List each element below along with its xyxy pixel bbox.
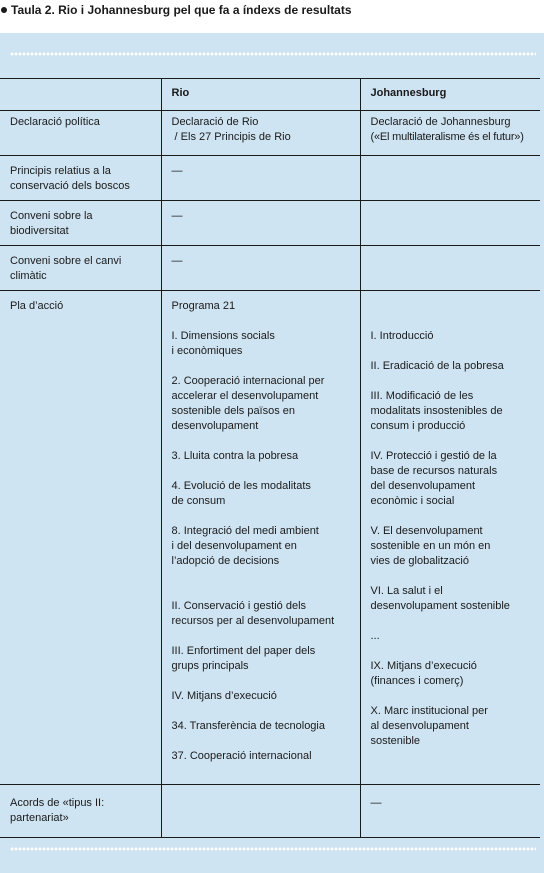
rio-cell (161, 201, 360, 246)
cell-line: climàtic (10, 270, 47, 282)
johannesburg-cell (360, 111, 540, 156)
list-item (371, 659, 541, 689)
bullet-icon (1, 7, 7, 13)
cell-line: IV. Protecció i gestió de la (370, 450, 497, 462)
cell-line: Declaració política (10, 116, 100, 128)
cell-line: IX. Mitjans d’execució (370, 660, 477, 672)
header-cell-rio: Rio (161, 79, 360, 111)
list-item (172, 299, 360, 314)
cell-line: desenvolupament (171, 420, 259, 432)
cell-line: partenariat» (10, 812, 69, 824)
cell-line: ... (370, 630, 380, 642)
list-item (371, 704, 541, 749)
header-cell-johannesburg: Johannesburg (360, 79, 540, 111)
list-item (172, 599, 360, 629)
cell-line: X. Marc institucional per (370, 705, 488, 717)
cell-line: I. Introducció (370, 330, 434, 342)
johannesburg-cell (360, 291, 540, 785)
table-row (0, 156, 540, 201)
cell-line: 8. Integració del medi ambient (171, 525, 319, 537)
cell-line: (finances i comerç) (370, 675, 464, 687)
cell-line: Programa 21 (171, 300, 236, 312)
cell-line: 2. Cooperació internacional per (171, 375, 325, 387)
cell-line: grups principals (171, 660, 249, 672)
cell-line: Declaració de Johannesburg (370, 116, 511, 128)
header-cell-empty (0, 79, 161, 111)
cell-line: Pla d’acció (10, 300, 64, 312)
cell-line: l’adopció de decisions (171, 555, 280, 567)
dotted-divider-bottom (10, 846, 536, 852)
cell-line: biodiversitat (10, 225, 69, 237)
cell-line: III. Enfortiment del paper dels (171, 645, 316, 657)
list-item (172, 644, 360, 674)
list-item (172, 479, 360, 509)
rio-cell (161, 291, 360, 785)
cell-line: de consum (171, 495, 226, 507)
table-caption (0, 3, 352, 17)
table-panel (0, 33, 544, 873)
cell-line: 3. Lluita contra la pobresa (171, 450, 299, 462)
cell-line: accelerar el desenvolupament (171, 390, 319, 402)
list-item (371, 449, 541, 509)
table-row (0, 785, 540, 838)
list-item (172, 749, 360, 764)
list-item (371, 389, 541, 434)
cell-line: II. Conservació i gestió dels (171, 600, 307, 612)
cell-line: i econòmiques (171, 345, 243, 357)
cell-line: — (171, 210, 183, 222)
cell-line: Conveni sobre el canvi (10, 255, 122, 267)
list-item (172, 719, 360, 734)
rio-cell (161, 111, 360, 156)
cell-line: II. Eradicació de la pobresa (370, 360, 504, 372)
list-item (371, 584, 541, 614)
caption-text: Taula 2. Rio i Johannesburg pel que fa a índexs de resultats (11, 3, 352, 17)
cell-line: i del desenvolupament en (171, 540, 297, 552)
cell-line: («El multilateralisme és el futur») (370, 131, 524, 143)
table-row (0, 246, 540, 291)
cell-line: al desenvolupament (370, 720, 469, 732)
cell-line: consum i producció (370, 420, 466, 432)
cell-line: 37. Cooperació internacional (171, 750, 312, 762)
johannesburg-cell (360, 156, 540, 201)
table-row (0, 111, 540, 156)
list-item (172, 374, 360, 434)
cell-line: vies de globalització (370, 555, 469, 567)
list-item (172, 449, 360, 464)
comparison-table (0, 78, 540, 838)
cell-line: Conveni sobre la (10, 210, 93, 222)
row-label (0, 246, 161, 291)
list-item (371, 359, 541, 374)
cell-line: sostenible (370, 735, 421, 747)
row-label (0, 785, 161, 838)
dotted-divider-top (10, 51, 536, 57)
cell-line: conservació dels boscos (10, 180, 130, 192)
cell-line: Declaració de Rio (171, 116, 259, 128)
cell-line: desenvolupament sostenible (370, 600, 510, 612)
list-item (371, 329, 541, 344)
row-label (0, 201, 161, 246)
cell-line: recursos per al desenvolupament (171, 615, 335, 627)
row-label (0, 156, 161, 201)
cell-line: 34. Transferència de tecnologia (171, 720, 325, 732)
cell-line: modalitats insostenibles de (370, 405, 503, 417)
cell-line: V. El desenvolupament (370, 525, 483, 537)
row-label (0, 291, 161, 785)
cell-line: 4. Evolució de les modalitats (171, 480, 311, 492)
header-row (0, 79, 540, 111)
cell-line: III. Modificació de les (370, 390, 474, 402)
cell-line: IV. Mitjans d’execució (171, 690, 277, 702)
list-item (172, 524, 360, 569)
cell-line: I. Dimensions socials (171, 330, 275, 342)
list-item (371, 524, 541, 569)
cell-line: base de recursos naturals (370, 465, 498, 477)
johannesburg-cell (360, 201, 540, 246)
cell-line: sostenible dels països en (171, 405, 296, 417)
johannesburg-cell (360, 785, 540, 838)
cell-line: — (171, 255, 183, 267)
rio-cell (161, 156, 360, 201)
johannesburg-cell (360, 246, 540, 291)
cell-line: del desenvolupament (370, 480, 476, 492)
cell-line: Principis relatius a la (10, 165, 111, 177)
list-item (371, 629, 541, 644)
list-item (172, 329, 360, 359)
cell-line: — (171, 165, 183, 177)
cell-line: — (370, 797, 382, 809)
cell-line: econòmic i social (370, 495, 455, 507)
cell-line: / Els 27 Principis de Rio (171, 131, 291, 143)
cell-line: Acords de «tipus II: (10, 797, 105, 809)
row-label (0, 111, 161, 156)
list-item (172, 689, 360, 704)
table-row (0, 291, 540, 785)
rio-cell (161, 785, 360, 838)
table-row (0, 201, 540, 246)
cell-line: sostenible en un món en (370, 540, 491, 552)
cell-line: VI. La salut i el (370, 585, 443, 597)
rio-cell (161, 246, 360, 291)
